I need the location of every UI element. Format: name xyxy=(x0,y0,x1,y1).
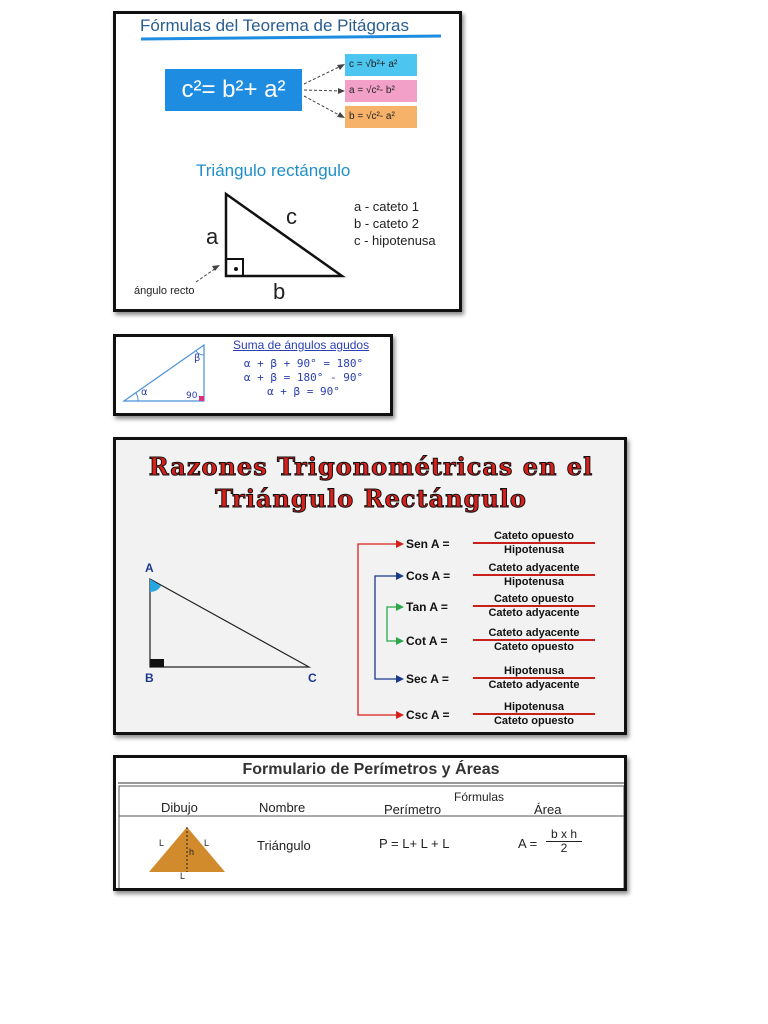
pythagoras-title: Fórmulas del Teorema de Pitágoras xyxy=(140,16,409,35)
ratio-sen-fraction: Cateto opuesto Hipotenusa xyxy=(473,530,595,556)
trig-triangle xyxy=(150,579,309,667)
beta-label: β xyxy=(194,353,201,364)
ratio-cos-fraction: Cateto adyacente Hipotenusa xyxy=(473,562,595,588)
legend-item: a - cateto 1 xyxy=(354,199,420,214)
formula-arrows xyxy=(304,66,341,116)
right-angle-label: ángulo recto xyxy=(134,285,195,297)
area-prefix: A = xyxy=(518,836,538,851)
ratio-cot-fraction: Cateto adyacente Cateto opuesto xyxy=(473,627,595,653)
perimeter-table-graphics xyxy=(116,758,627,891)
triangle-drawing xyxy=(149,827,225,872)
right-angle-marker xyxy=(226,259,243,276)
angle-b-marker xyxy=(150,659,164,667)
angle-sum-panel xyxy=(113,334,393,416)
formula-box-a: a = √c²- b² xyxy=(345,80,417,102)
side-b-label: b xyxy=(273,279,286,304)
right-triangle-subtitle: Triángulo rectángulo xyxy=(196,161,351,180)
vertex-b-label: B xyxy=(145,671,154,685)
row-shape-name: Triángulo xyxy=(257,838,311,853)
side-l-label-left: L xyxy=(159,838,165,848)
ratio-csc-fraction: Hipotenusa Cateto opuesto xyxy=(473,701,595,727)
vertex-a-label: A xyxy=(145,561,154,575)
col-area-header: Área xyxy=(534,802,562,817)
vertex-c-label: C xyxy=(308,671,317,685)
ratio-csc-name: Csc A = xyxy=(406,708,450,722)
pythagoras-panel xyxy=(113,11,462,312)
side-legend xyxy=(354,198,436,249)
perimeter-area-panel xyxy=(113,755,627,891)
perimeter-formula: P = L+ L + L xyxy=(379,836,450,851)
angle-a-marker xyxy=(150,579,161,592)
side-l-label-bottom: L xyxy=(180,871,186,881)
side-l-label-right: L xyxy=(204,838,210,848)
ratio-cot-name: Cot A = xyxy=(406,634,448,648)
formula-box-b: b = √c²- a² xyxy=(345,106,417,128)
formula-box-c: c = √b²+ a² xyxy=(345,54,417,76)
legend-item: b - cateto 2 xyxy=(354,216,420,231)
side-c-label: c xyxy=(286,204,297,229)
legend-item: c - hipotenusa xyxy=(354,233,436,248)
trig-title-line2: Triángulo Rectángulo xyxy=(215,484,527,513)
ratio-sen-name: Sen A = xyxy=(406,537,450,551)
height-label: h xyxy=(189,847,195,857)
ratio-sec-name: Sec A = xyxy=(406,672,449,686)
trig-ratios-panel xyxy=(113,437,627,735)
col-perimeter-header: Perímetro xyxy=(384,802,442,817)
ratio-tan-fraction: Cateto opuesto Cateto adyacente xyxy=(473,593,595,619)
perimeter-title: Formulario de Perímetros y Áreas xyxy=(242,761,500,778)
area-denominator: 2 xyxy=(560,841,568,855)
area-numerator: b x h xyxy=(546,828,582,842)
title-underline xyxy=(141,36,441,39)
col-drawing-header: Dibujo xyxy=(161,800,198,815)
angle-sum-title: Suma de ángulos agudos xyxy=(233,338,370,352)
right-angle-90-label: 90 xyxy=(186,391,198,401)
area-fraction xyxy=(546,828,582,855)
alpha-label: α xyxy=(141,387,148,398)
col-formulas-header: Fórmulas xyxy=(454,790,505,804)
side-a-label: a xyxy=(206,224,219,249)
ratio-cos-name: Cos A = xyxy=(406,569,451,583)
angle-equation: α + β = 180° - 90° xyxy=(243,371,364,384)
angle-equation: α + β + 90° = 180° xyxy=(243,357,364,370)
pythagoras-main-formula: c²= b²+ a² xyxy=(165,69,302,111)
angle-equation: α + β = 90° xyxy=(267,385,340,398)
trig-title-line1: Razones Trigonométricas en el xyxy=(148,452,594,481)
col-name-header: Nombre xyxy=(259,800,306,815)
ratio-tan-name: Tan A = xyxy=(406,600,448,614)
angle-pointer xyxy=(196,268,216,282)
ratio-sec-fraction: Hipotenusa Cateto adyacente xyxy=(473,665,595,691)
small-right-angle xyxy=(199,396,204,401)
formula-arrowheads xyxy=(337,64,345,118)
